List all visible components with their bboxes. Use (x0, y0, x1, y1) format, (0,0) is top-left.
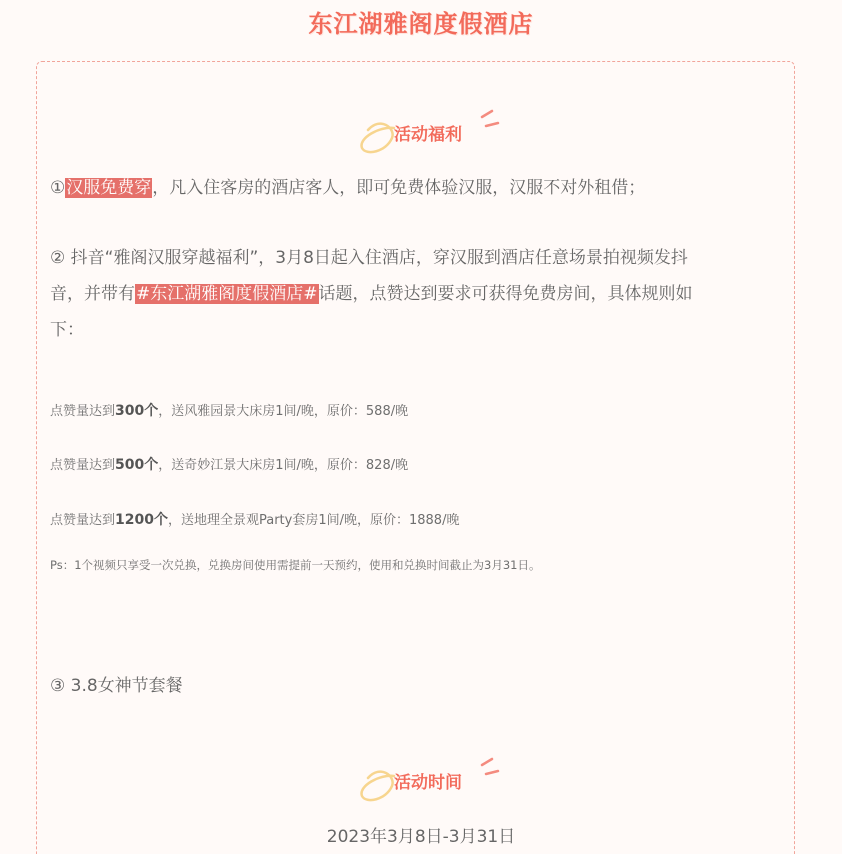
rule-row (50, 454, 408, 474)
hotel-title: 东江湖雅阁度假酒店 (308, 10, 534, 38)
rule-prefix: 点赞量达到 (50, 458, 116, 473)
rule-reward: ，送风雅园景大床房1间/晚，原价：588/晚 (158, 404, 409, 419)
hashtag-highlight: #东江湖雅阁度假酒店# (136, 284, 318, 304)
item2-line2-suffix: 话题，点赞达到要求可获得免费房间，具体规则如 (318, 284, 693, 304)
rule-reward: ，送地理全景观Party套房1间/晚，原价：1888/晚 (167, 513, 460, 528)
item2-line2 (50, 276, 786, 312)
rule-row (50, 400, 408, 420)
item2-line3: 下： (50, 320, 84, 340)
rule-likes: 1200个 (115, 512, 168, 528)
benefits-title: 活动福利 (394, 125, 462, 145)
time-heading (0, 756, 842, 806)
rule-prefix: 点赞量达到 (50, 513, 116, 528)
benefit-item-2 (50, 240, 786, 348)
date-range: 2023年3月8日-3月31日 (326, 827, 516, 847)
item-number: ① (50, 178, 66, 198)
benefit-item-1 (50, 170, 786, 206)
rule-prefix: 点赞量达到 (50, 404, 116, 419)
ps-note: Ps：1个视频只享受一次兑换，兑换房间使用需提前一天预约，使用和兑换时间截止为3月31日。 (50, 558, 541, 572)
benefits-heading (0, 108, 842, 158)
item2-line2-prefix: 音，并带有 (50, 284, 135, 304)
benefit-item-3: ③ 3.8女神节套餐 (50, 676, 183, 696)
time-title: 活动时间 (394, 773, 462, 793)
rule-likes: 500个 (115, 457, 159, 473)
item2-line1: ② 抖音“雅阁汉服穿越福利”，3月8日起入住酒店，穿汉服到酒店任意场景拍视频发抖 (50, 248, 688, 268)
rule-reward: ，送奇妙江景大床房1间/晚，原价：828/晚 (158, 458, 409, 473)
rule-row (50, 509, 459, 529)
item-text: ，凡入住客房的酒店客人，即可免费体验汉服，汉服不对外租借； (152, 178, 646, 198)
rule-likes: 300个 (115, 403, 159, 419)
highlight-hanfu: 汉服免费穿 (66, 178, 152, 198)
